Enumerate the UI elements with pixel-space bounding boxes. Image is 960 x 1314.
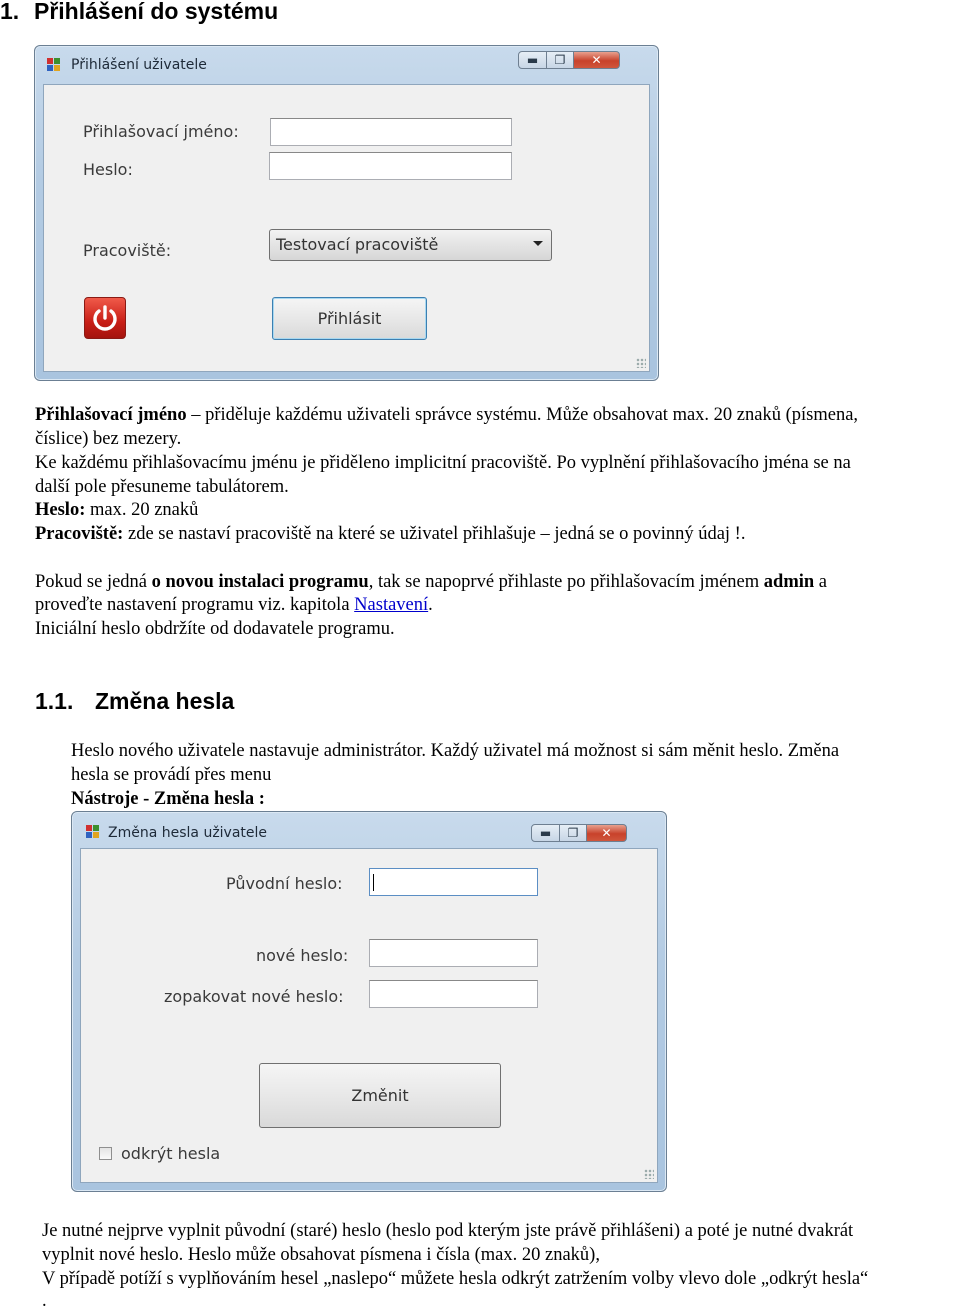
text: proveďte nastavení programu viz. kapitola xyxy=(35,595,355,615)
subsection-title: Změna hesla xyxy=(95,688,235,714)
window-title: Změna hesla uživatele xyxy=(108,825,268,841)
minimize-button[interactable]: ▬ xyxy=(531,824,560,842)
workplace-select-value: Testovací pracoviště xyxy=(276,235,439,254)
resize-grip[interactable] xyxy=(644,1169,654,1179)
window-controls xyxy=(518,51,620,71)
term-password: Heslo: xyxy=(35,500,86,520)
reveal-passwords-label: odkrýt hesla xyxy=(121,1144,221,1163)
settings-link[interactable]: Nastavení xyxy=(354,595,429,615)
subsection-number: 1.1. xyxy=(35,688,74,714)
repeat-password-label: zopakovat nové heslo: xyxy=(164,987,344,1006)
change-intro-line-2: hesla se provádí přes menu xyxy=(71,765,272,785)
window-title: Přihlášení uživatele xyxy=(71,57,207,73)
intro-line-4: další pole přesuneme tabulátorem. xyxy=(35,477,289,497)
workplace-select[interactable] xyxy=(269,229,552,261)
text: zde se nastaví pracoviště na které se uživatel přihlašuje – jedná se o povinný údaj !. xyxy=(123,524,746,544)
password-input[interactable] xyxy=(269,152,512,180)
subsection-heading xyxy=(35,688,234,715)
install-line-3: Iniciální heslo obdržíte od dodavatele programu. xyxy=(35,619,395,639)
text: , tak se napoprvé přihlaste po přihlašovacím jménem xyxy=(368,572,764,592)
section-number: 1. xyxy=(0,0,20,24)
window-app-icon xyxy=(47,58,61,72)
chevron-down-icon xyxy=(533,241,543,246)
window-client-area xyxy=(80,848,658,1183)
minimize-button[interactable]: ▬ xyxy=(518,51,547,69)
maximize-button[interactable]: ❐ xyxy=(560,824,587,842)
window-controls xyxy=(531,824,627,844)
old-password-input[interactable] xyxy=(369,868,538,896)
term-workplace: Pracoviště: xyxy=(35,524,124,544)
text: . xyxy=(428,595,433,615)
close-button[interactable]: ✕ xyxy=(574,51,620,69)
bold-text: admin xyxy=(763,572,815,592)
window-client-area xyxy=(43,84,650,372)
menu-path-text: Nástroje - Změna hesla : xyxy=(71,789,265,809)
reveal-passwords-checkbox[interactable] xyxy=(99,1147,112,1160)
section-heading xyxy=(0,0,278,25)
bold-text: o novou instalaci programu xyxy=(151,572,369,592)
intro-line-6 xyxy=(35,523,745,547)
menu-path xyxy=(71,788,265,812)
text: a xyxy=(814,572,828,592)
install-line-1 xyxy=(35,571,827,595)
login-button[interactable]: Přihlásit xyxy=(272,297,427,340)
closing-line-2: vyplnit nové heslo. Heslo může obsahovat písmena i čísla (max. 20 znaků), xyxy=(42,1245,600,1265)
old-password-label: Původní heslo: xyxy=(226,874,343,893)
username-input[interactable] xyxy=(270,118,512,146)
intro-line-1 xyxy=(35,404,858,428)
change-intro-line-1: Heslo nového uživatele nastavuje administrátor. Každý uživatel má možnost si sám měnit heslo. Změna xyxy=(71,741,840,761)
username-label: Přihlašovací jméno: xyxy=(83,122,239,141)
change-password-dialog xyxy=(71,811,667,1192)
resize-grip[interactable] xyxy=(636,358,646,368)
new-password-label: nové heslo: xyxy=(256,946,349,965)
intro-line-5 xyxy=(35,499,198,523)
closing-line-3: V případě potíží s vyplňováním hesel „naslepo“ můžete hesla odkrýt zatržením volby vlevo dole „odkrýt hesla“ xyxy=(42,1269,869,1289)
close-button[interactable]: ✕ xyxy=(587,824,627,842)
maximize-button[interactable]: ❐ xyxy=(547,51,574,69)
login-dialog xyxy=(34,45,659,381)
window-app-icon xyxy=(86,825,100,839)
text: – přiděluje každému uživateli správce systému. Může obsahovat max. 20 znaků (písmena, xyxy=(186,405,859,425)
intro-line-3: Ke každému přihlašovacímu jménu je přiděleno implicitní pracoviště. Po vyplnění přihlašovacího jména se na xyxy=(35,453,851,473)
install-line-2 xyxy=(35,594,433,618)
text: max. 20 znaků xyxy=(85,500,199,520)
new-password-input[interactable] xyxy=(369,939,538,967)
intro-line-2: číslice) bez mezery. xyxy=(35,429,182,449)
change-button[interactable]: Změnit xyxy=(259,1063,501,1128)
term-username: Přihlašovací jméno xyxy=(35,405,187,425)
text-cursor xyxy=(373,874,374,891)
closing-line-4: . xyxy=(42,1291,47,1311)
closing-line-1: Je nutné nejprve vyplnit původní (staré) heslo (heslo pod kterým jste právě přihlášeni) a poté je nutné dvakrát xyxy=(42,1221,854,1241)
text: Pokud se jedná xyxy=(35,572,152,592)
workplace-label: Pracoviště: xyxy=(83,241,172,260)
power-icon[interactable] xyxy=(84,297,126,339)
repeat-password-input[interactable] xyxy=(369,980,538,1008)
section-title: Přihlášení do systému xyxy=(34,0,279,24)
password-label: Heslo: xyxy=(83,160,133,179)
